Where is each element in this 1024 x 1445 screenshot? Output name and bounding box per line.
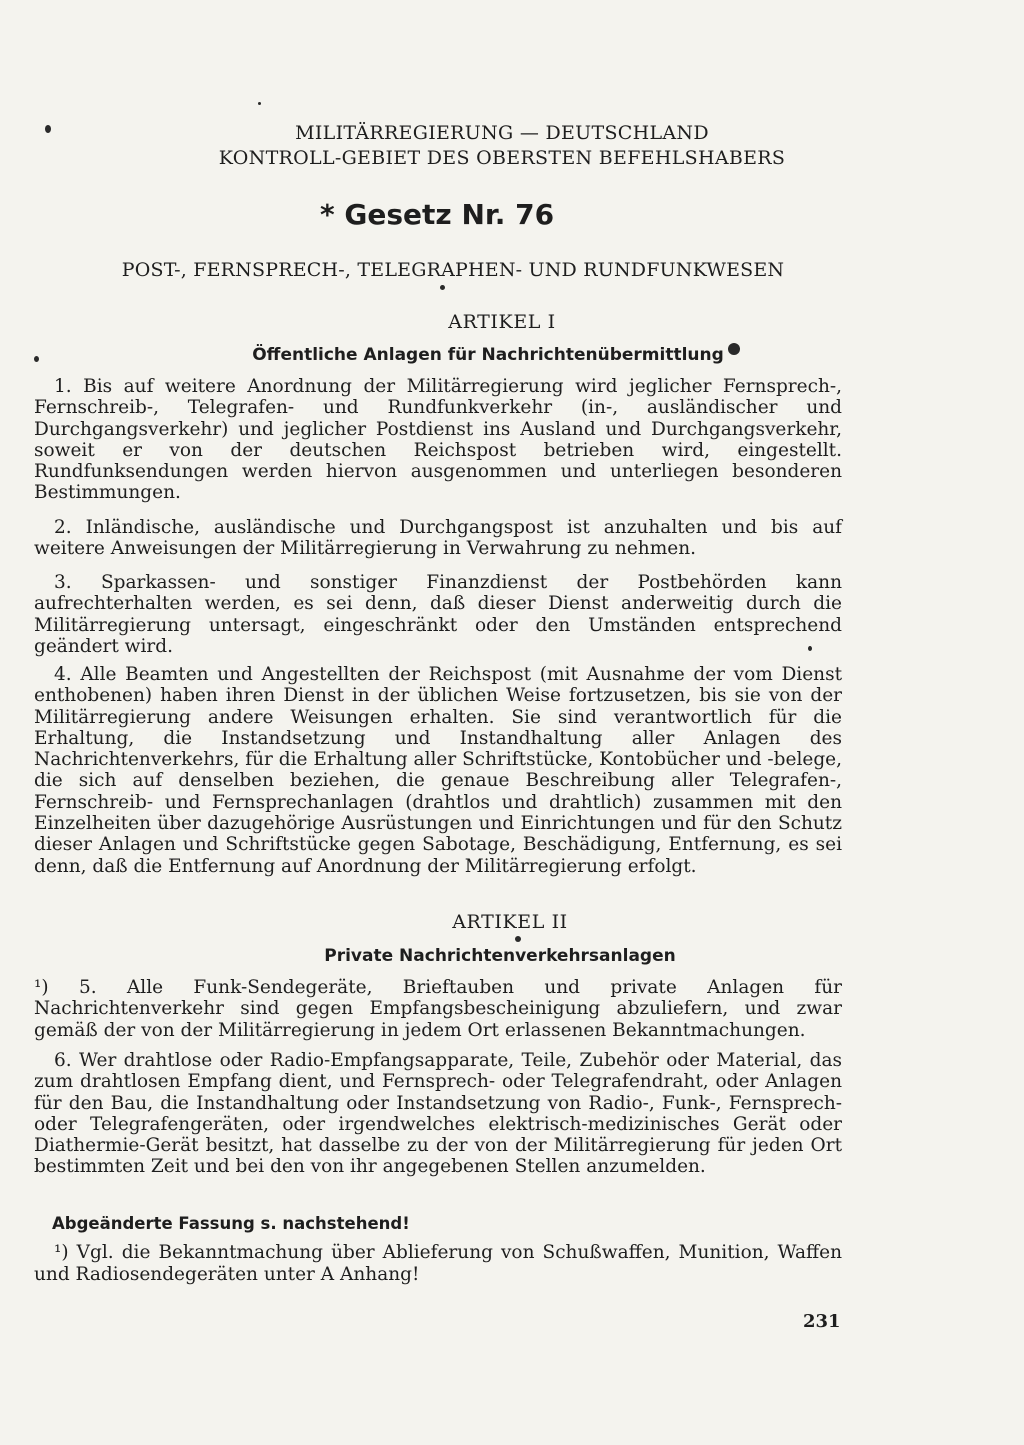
article-2-title: Private Nachrichtenverkehrsanlagen xyxy=(324,946,676,966)
header-line-2: KONTROLL-GEBIET DES OBERSTEN BEFEHLSHABERS xyxy=(218,147,786,169)
paragraph-5: ¹) 5. Alle Funk-Sendegeräte, Brieftauben und private Anlagen für Nachrichtenverkehr sind gegen Empfangsbescheinigung abzuliefern, und zwar gemäß der von der Militärregierung in jedem Ort erlassenen Bekanntmachungen. xyxy=(34,977,842,1041)
article-1-heading: ARTIKEL I xyxy=(448,311,556,333)
law-subject: POST-, FERNSPRECH-, TELEGRAPHEN- UND RUNDFUNKWESEN xyxy=(121,259,785,281)
scan-speck xyxy=(440,285,445,290)
article-1-title: Öffentliche Anlagen für Nachrichtenübermittlung xyxy=(252,345,724,365)
header-line-1: MILITÄRREGIERUNG — DEUTSCHLAND xyxy=(295,122,709,144)
scan-speck xyxy=(258,102,261,105)
scan-speck xyxy=(808,646,812,651)
law-title: * Gesetz Nr. 76 xyxy=(320,198,555,231)
paragraph-3: 3. Sparkassen- und sonstiger Finanzdienst der Postbehörden kann aufrechterhalten werden, es sei denn, daß dieser Dienst anderweitig durch die Militärregierung untersagt, eingeschränkt oder den Umständen entsprechend geändert wird. xyxy=(34,572,842,657)
paragraph-4: 4. Alle Beamten und Angestellten der Reichspost (mit Ausnahme der vom Dienst enthobenen) haben ihren Dienst in der üblichen Weise fortzusetzen, bis sie von der Militärregierung andere Weisungen erhalten. Sie sind verantwortlich für die Erhaltung, die Instandsetzung und Instandhaltung aller Anlagen des Nachrichtenverkehrs, für die Erhaltung aller Schriftstücke, Kontobücher und -belege, die sich auf denselben beziehen, die genaue Beschreibung aller Telegrafen-, Fernschreib- und Fernsprechanlagen (drahtlos und drahtlich) zusammen mit den Einzelheiten über dazugehörige Ausrüstungen und Einrichtungen und für den Schutz dieser Anlagen und Schriftstücke gegen Sabotage, Beschädigung, Entfernung, es sei denn, daß die Entfernung auf Anordnung der Militärregierung erfolgt. xyxy=(34,664,842,877)
scan-speck xyxy=(45,125,51,133)
article-2-heading: ARTIKEL II xyxy=(452,911,568,933)
scan-speck xyxy=(34,356,39,362)
paragraph-2: 2. Inländische, ausländische und Durchgangspost ist anzuhalten und bis auf weitere Anweisungen der Militärregierung in Verwahrung zu nehmen. xyxy=(34,517,842,560)
paragraph-1: 1. Bis auf weitere Anordnung der Militärregierung wird jeglicher Fernsprech-, Fernschreib-, Telegrafen- und Rundfunkverkehr (in-, ausländischer und Durchgangsverkehr) und jeglicher Postdienst ins Ausland und Durchgangsverkehr, soweit er von der deutschen Reichspost betrieben wird, eingestellt. Rundfunksendungen werden hiervon ausgenommen und unterliegen besonderen Bestimmungen. xyxy=(34,376,842,504)
page-number: 231 xyxy=(803,1311,841,1332)
scan-speck xyxy=(515,936,521,942)
scan-speck xyxy=(728,343,740,355)
amendment-note: Abgeänderte Fassung s. nachstehend! xyxy=(52,1214,410,1233)
footnote: ¹) Vgl. die Bekanntmachung über Ablieferung von Schußwaffen, Munition, Waffen und Radiosendegeräten unter A Anhang! xyxy=(34,1242,842,1285)
paragraph-6: 6. Wer drahtlose oder Radio-Empfangsapparate, Teile, Zubehör oder Material, das zum drahtlosen Empfang dient, und Fernsprech- oder Telegrafendraht, oder Anlagen für den Bau, die Instandhaltung oder Instandsetzung von Radio-, Funk-, Fernsprech- oder Telegrafengeräten, oder irgendwelches elektrisch-medizinisches Gerät oder Diathermie-Gerät besitzt, hat dasselbe zu der von der Militärregierung für jeden Ort bestimmten Zeit und bei den von ihr angegebenen Stellen anzumelden. xyxy=(34,1050,842,1178)
